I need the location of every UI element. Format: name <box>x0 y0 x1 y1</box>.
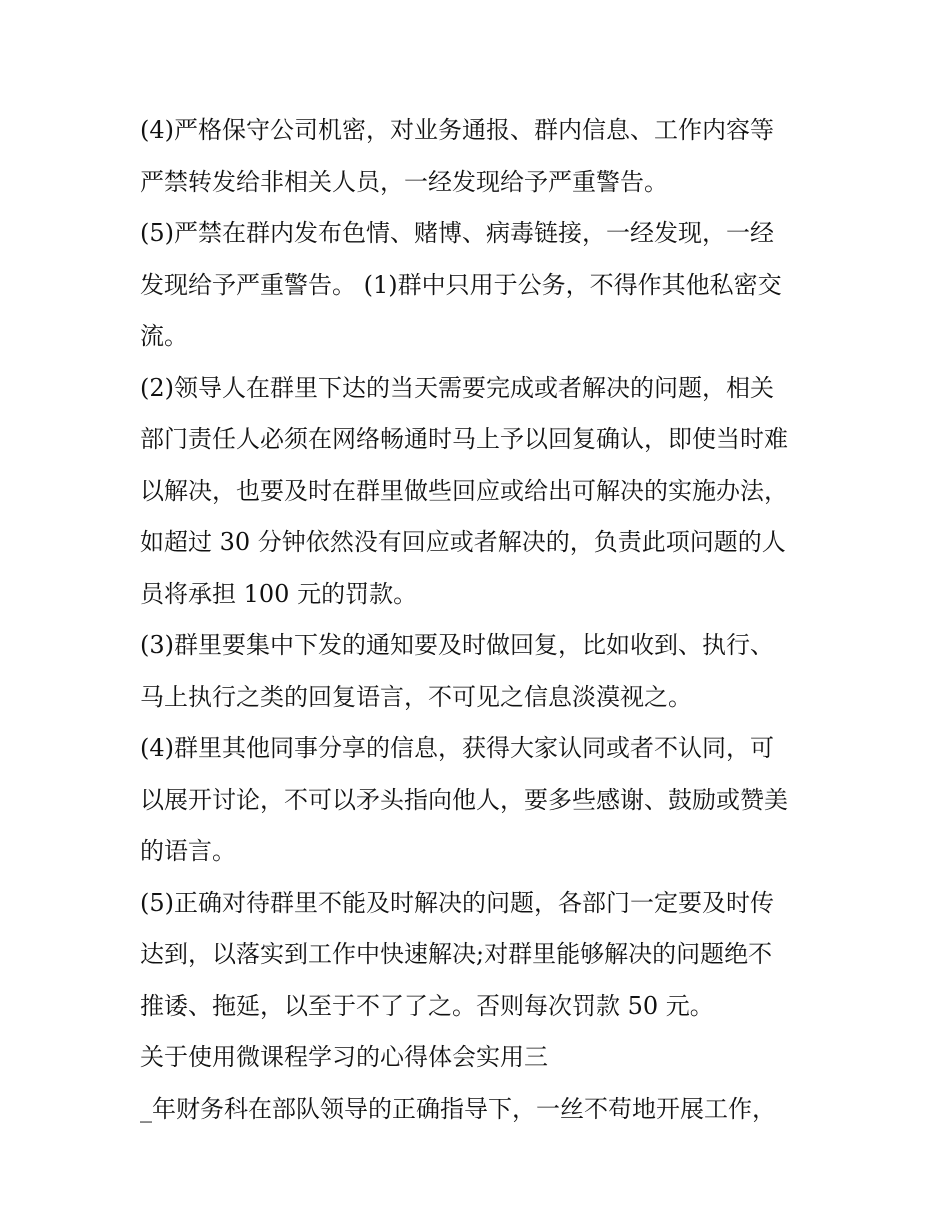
text-line: (2)领导人在群里下达的当天需要完成或者解决的问题，相关 <box>140 373 774 402</box>
paragraph-rule-4-sharing <box>140 723 820 878</box>
paragraph-rule-3-notifications <box>140 620 820 723</box>
text-line: 以解决，也要及时在群里做些回应或给出可解决的实施办法， <box>140 476 788 505</box>
paragraph-rule-2-leader-tasks <box>140 363 820 621</box>
section-heading <box>140 1032 820 1084</box>
heading-text: 关于使用微课程学习的心得体会实用三 <box>140 1043 548 1071</box>
text-line: (4)群里其他同事分享的信息，获得大家认同或者不认同，可 <box>140 734 774 762</box>
text-line: 推诿、拖延，以至于不了了之。否则每次罚款 50 元。 <box>140 991 714 1020</box>
text-line: 的语言。 <box>140 837 236 865</box>
text-line: 如超过 30 分钟依然没有回应或者解决的，负责此项问题的人 <box>140 528 786 556</box>
text-line: 员将承担 100 元的罚款。 <box>140 579 418 608</box>
paragraph-finance-intro <box>140 1084 820 1136</box>
text-line: 严禁转发给非相关人员，一经发现给予严重警告。 <box>140 167 668 196</box>
document-body <box>140 105 820 1135</box>
text-line: 以展开讨论，不可以矛头指向他人，要多些感谢、鼓励或赞美 <box>140 785 788 814</box>
paragraph-rule-4-confidentiality <box>140 105 820 208</box>
paragraph-rule-5-prohibited-content <box>140 208 820 363</box>
text-line: 发现给予严重警告。 (1)群中只用于公务，不得作其他私密交 <box>140 270 782 299</box>
text-line: (5)正确对待群里不能及时解决的问题，各部门一定要及时传 <box>140 888 774 917</box>
text-line: 马上执行之类的回复语言，不可见之信息淡漠视之。 <box>140 682 692 711</box>
text-line: (4)严格保守公司机密，对业务通报、群内信息、工作内容等 <box>140 116 774 144</box>
text-line: _年财务科在部队领导的正确指导下，一丝不苟地开展工作， <box>140 1094 776 1123</box>
paragraph-rule-5-unresolved-issues <box>140 878 820 1033</box>
text-line: (5)严禁在群内发布色情、赌博、病毒链接，一经发现，一经 <box>140 219 774 247</box>
text-line: 流。 <box>140 322 188 350</box>
text-line: 达到，以落实到工作中快速解决;对群里能够解决的问题绝不 <box>140 940 773 968</box>
text-line: 部门责任人必须在网络畅通时马上予以回复确认，即使当时难 <box>140 425 788 453</box>
text-line: (3)群里要集中下发的通知要及时做回复，比如收到、执行、 <box>140 631 774 659</box>
